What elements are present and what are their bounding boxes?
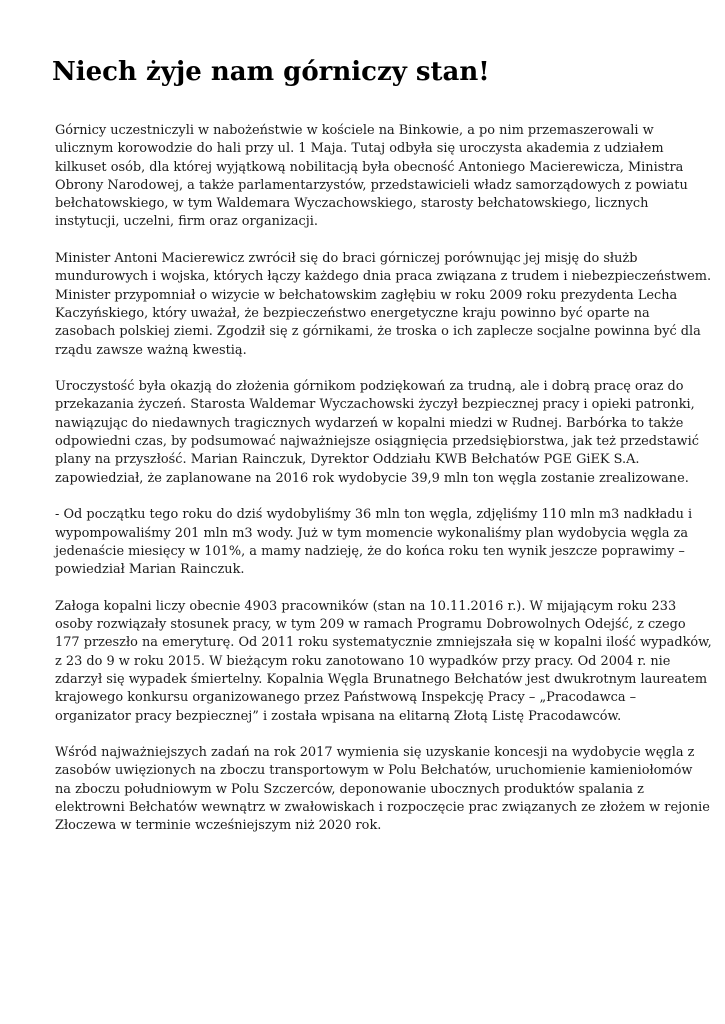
paragraph-line: Górnicy uczestniczyli w nabożeństwie w kościele na Binkowie, a po nim przemaszerowali w — [55, 123, 654, 138]
paragraph-line: Złoczewa w terminie wcześniejszym niż 2020 rok. — [55, 818, 382, 834]
article-body — [55, 122, 712, 854]
paragraph-line: Minister przypomniał o wizycie w bełchatowskim zagłębiu w roku 2009 roku prezydenta Lecha — [55, 287, 678, 303]
paragraph-line: - Od początku tego roku do dziś wydobyliśmy 36 mln ton węgla, zdjęliśmy 110 mln m3 nadkładu i — [55, 507, 693, 523]
paragraph-line: Kaczyńskiego, który uważał, że bezpieczeństwo energetyczne kraju powinno być oparte na — [55, 305, 650, 321]
paragraph-line: elektrowni Bełchatów wewnątrz w zwałowiskach i rozpoczęcie prac związanych ze złożem w rejonie — [55, 799, 710, 815]
paragraph-line: krajowego konkursu organizowanego przez Państwową Inspekcję Pracy – „Pracodawca – — [55, 690, 637, 706]
paragraph-line: 177 przeszło na emeryturę. Od 2011 roku systematycznie zmniejszała się w kopalni ilość wypadków, — [55, 635, 712, 651]
paragraph-line: plany na przyszłość. Marian Rainczuk, Dyrektor Oddziału KWB Bełchatów PGE GiEK S.A. — [55, 452, 640, 468]
paragraph-line: powiedział Marian Rainczuk. — [55, 562, 245, 578]
paragraph-line: jedenaście miesięcy w 101%, a mamy nadzieję, że do końca roku ten wynik jeszcze poprawimy – — [55, 543, 685, 559]
paragraph-line: Załoga kopalni liczy obecnie 4903 pracowników (stan na 10.11.2016 r.). W mijającym roku 233 — [55, 598, 677, 614]
article-paragraph — [55, 250, 712, 360]
paragraph-line: bełchatowskiego, w tym Waldemara Wyczachowskiego, starosty bełchatowskiego, licznych — [55, 196, 649, 212]
paragraph-line: rządu zawsze ważną kwestią. — [55, 342, 247, 358]
paragraph-line: kilkuset osób, dla której wyjątkową nobilitacją była obecność Antoniego Macierewicza, Ministra — [55, 159, 684, 175]
paragraph-line: Wśród najważniejszych zadań na rok 2017 wymienia się uzyskanie koncesji na wydobycie węgla z — [55, 745, 695, 761]
paragraph-line: zasobów uwięzionych na zboczu transportowym w Polu Bełchatów, uruchomienie kamieniołomów — [55, 763, 693, 779]
paragraph-line: zapowiedział, że zaplanowane na 2016 rok wydobycie 39,9 mln ton węgla zostanie zrealizowane. — [55, 470, 689, 486]
paragraph-line: odpowiedni czas, by podsumować najważniejsze osiągnięcia przedsiębiorstwa, jak też przedstawić — [55, 434, 699, 450]
paragraph-line: przekazania życzeń. Starosta Waldemar Wyczachowski życzył bezpiecznej pracy i opieki patronki, — [55, 397, 695, 413]
paragraph-line: organizator pracy bezpiecznej” i została wpisana na elitarną Złotą Listę Pracodawców. — [55, 708, 622, 724]
paragraph-line: Minister Antoni Macierewicz zwrócił się do braci górniczej porównując jej misję do służb — [55, 251, 638, 267]
paragraph-line: wypompowaliśmy 201 mln m3 wody. Już w tym momencie wykonaliśmy plan wydobycia węgla za — [55, 525, 689, 541]
paragraph-line: ulicznym korowodzie do hali przy ul. 1 Maja. Tutaj odbyła się uroczysta akademia z udziałem — [55, 141, 664, 157]
paragraph-line: instytucji, uczelni, firm oraz organizacji. — [55, 214, 318, 230]
article-paragraph — [55, 378, 699, 488]
paragraph-line: osoby rozwiązały stosunek pracy, w tym 209 w ramach Programu Dobrowolnych Odejść, z czego — [55, 617, 686, 633]
page-title: Niech żyje nam górniczy stan! — [52, 57, 490, 87]
paragraph-line: z 23 do 9 w roku 2015. W bieżącym roku zanotowano 10 wypadków przy pracy. Od 2004 r. nie — [55, 653, 671, 669]
paragraph-line: zasobach polskiej ziemi. Zgodził się z górnikami, że troska o ich zaplecze socjalne powinna być dla — [55, 324, 701, 340]
paragraph-line: nawiązując do niedawnych tragicznych wydarzeń w kopalni miedzi w Rudnej. Barbórka to także — [55, 415, 684, 431]
article-paragraph — [55, 744, 710, 835]
paragraph-line: Obrony Narodowej, a także parlamentarzystów, przedstawicieli władz samorządowych z powiatu — [55, 177, 688, 193]
article-paragraph — [55, 122, 688, 232]
paragraph-line: na zboczu południowym w Polu Szczerców, deponowanie ubocznych produktów spalania z — [55, 781, 644, 797]
paragraph-line: Uroczystość była okazją do złożenia górnikom podziękowań za trudną, ale i dobrą pracę oraz do — [55, 379, 684, 395]
paragraph-line: mundurowych i wojska, których łączy każdego dnia praca związana z trudem i niebezpieczeństwem. — [55, 269, 712, 285]
paragraph-line: zdarzył się wypadek śmiertelny. Kopalnia Węgla Brunatnego Bełchatów jest dwukrotnym laureatem — [55, 671, 708, 687]
article-paragraph — [55, 598, 712, 726]
article-paragraph — [55, 506, 693, 579]
